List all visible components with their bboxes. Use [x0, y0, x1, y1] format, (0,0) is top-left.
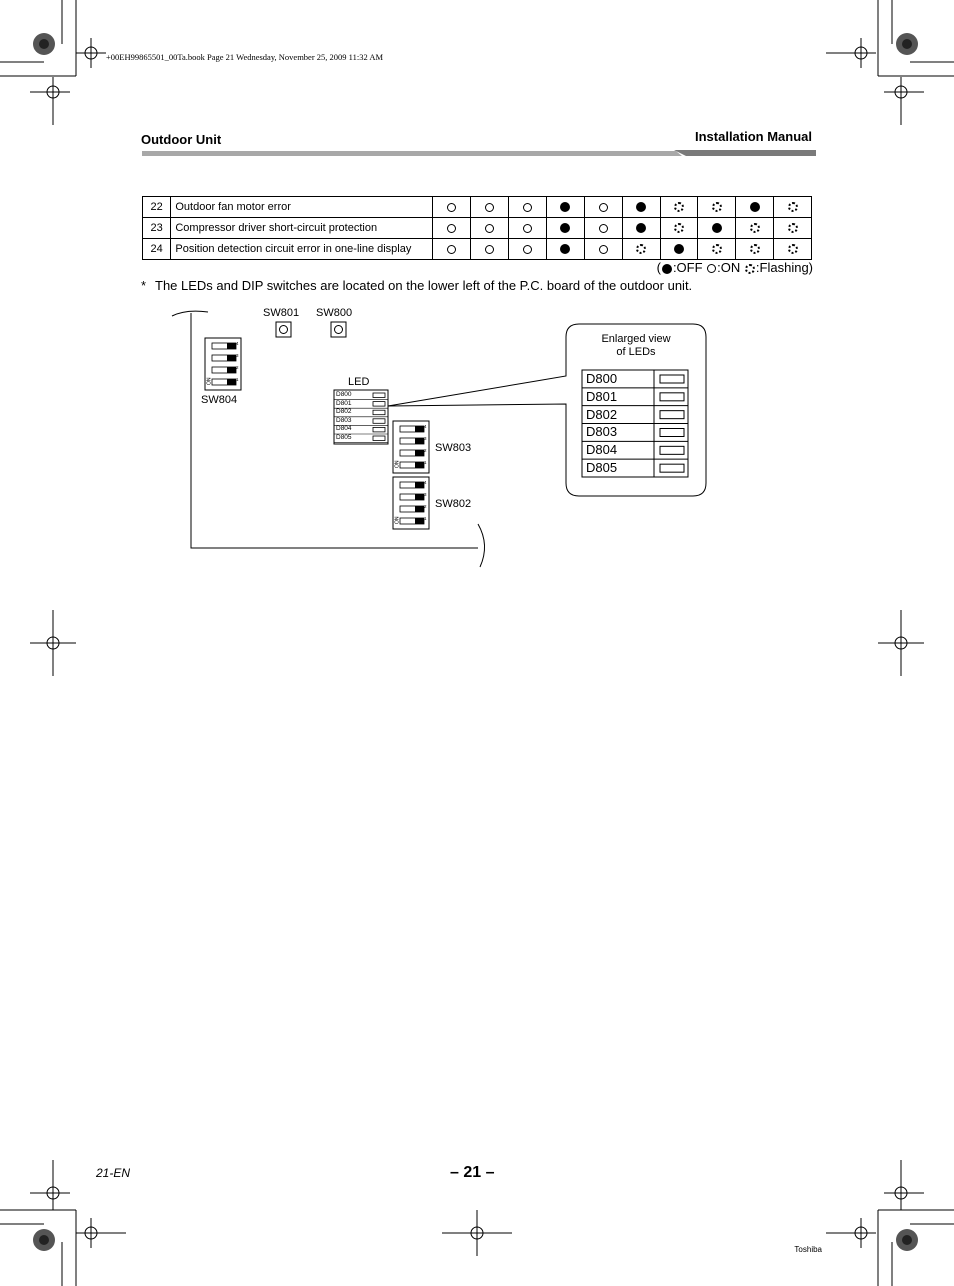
enlarged-led-labels [586, 370, 617, 477]
enlarged-led-name: D800 [586, 371, 618, 386]
location-note: * The LEDs and DIP switches are located on the lower left of the P.C. board of the outdoor unit. [141, 278, 693, 293]
header-section-title: Outdoor Unit [141, 132, 222, 147]
enlarged-led-name: D805 [586, 460, 618, 476]
dip-on-label: ON [394, 516, 401, 525]
dip-lever[interactable] [415, 462, 424, 468]
led-name: D800 [336, 391, 352, 398]
dip-number-label: 2 [424, 504, 427, 509]
error-code-number: 22 [143, 197, 171, 218]
led-label: LED [348, 376, 370, 388]
dip-number-label: 2 [424, 448, 427, 453]
dip-lever[interactable] [415, 494, 424, 500]
led-name: D802 [336, 408, 352, 416]
dip-number-label: 1 [424, 460, 427, 465]
dip-number-label: 2 [236, 365, 239, 370]
enlarged-led-name: D804 [586, 442, 618, 458]
enlarged-led-name: D802 [586, 406, 618, 422]
enlarged-led-name: D801 [586, 388, 618, 404]
dip-lever[interactable] [227, 355, 236, 361]
error-code-number: 24 [143, 239, 171, 260]
led-indicator [373, 393, 385, 398]
error-description: Outdoor fan motor error [171, 197, 433, 218]
dip-on-label: ON [206, 377, 213, 386]
error-description: Compressor driver short-circuit protection [171, 218, 433, 239]
sw801-label: SW801 [263, 307, 300, 319]
footer-brand: Toshiba [794, 1245, 822, 1254]
led-name: D805 [336, 433, 352, 441]
dip-number-label: 4 [236, 341, 239, 346]
enlarged-led-indicator [660, 411, 684, 419]
sw804-label: SW804 [201, 394, 238, 406]
dip-lever[interactable] [415, 438, 424, 444]
led-indicator [373, 402, 385, 407]
dip-on-label: ON [394, 460, 401, 469]
sw802-label: SW802 [435, 498, 472, 510]
dip-lever[interactable] [415, 482, 424, 488]
enlarged-led-indicator [660, 393, 684, 401]
enlarged-led-indicator [660, 464, 684, 472]
enlarged-led-name: D803 [586, 424, 618, 440]
enlarged-led-indicator [660, 429, 684, 437]
enlarged-led-indicator [660, 446, 684, 454]
enlarged-view-title: Enlarged view of LEDs [601, 333, 671, 358]
dip-number-label: 1 [236, 377, 239, 382]
led-indicator [373, 436, 385, 441]
dip-lever[interactable] [415, 506, 424, 512]
footer-page-number: – 21 – [450, 1164, 495, 1181]
sw803-label: SW803 [435, 442, 472, 454]
enlarged-led-indicator [660, 375, 684, 383]
dip-lever[interactable] [415, 450, 424, 456]
dip-number-label: 3 [424, 436, 427, 441]
dip-lever[interactable] [415, 518, 424, 524]
dip-number-label: 1 [424, 516, 427, 521]
dip-number-label: 4 [424, 424, 427, 429]
book-info-line: +00EH99865501_00Ta.book Page 21 Wednesday, November 25, 2009 11:32 AM [106, 52, 384, 62]
dip-number-label: 4 [424, 480, 427, 485]
footer-page-code: 21-EN [96, 1166, 131, 1180]
dip-lever[interactable] [415, 426, 424, 432]
led-legend: ( :OFF :ON :Flashing) [656, 260, 813, 275]
led-name: D803 [336, 416, 352, 424]
sw800-label: SW800 [316, 307, 353, 319]
error-description: Position detection circuit error in one-line display [171, 239, 433, 260]
dip-lever[interactable] [227, 367, 236, 373]
led-name: D801 [336, 399, 352, 407]
dip-number-label: 3 [236, 353, 239, 358]
dip-number-label: 3 [424, 492, 427, 497]
led-name: D804 [336, 425, 352, 433]
dip-lever[interactable] [227, 343, 236, 349]
led-name-list [336, 391, 352, 443]
dip-lever[interactable] [227, 379, 236, 385]
led-indicator [373, 427, 385, 432]
error-code-number: 23 [143, 218, 171, 239]
led-indicator [373, 419, 385, 424]
header-manual-title: Installation Manual [694, 129, 812, 144]
led-indicator [373, 410, 385, 415]
